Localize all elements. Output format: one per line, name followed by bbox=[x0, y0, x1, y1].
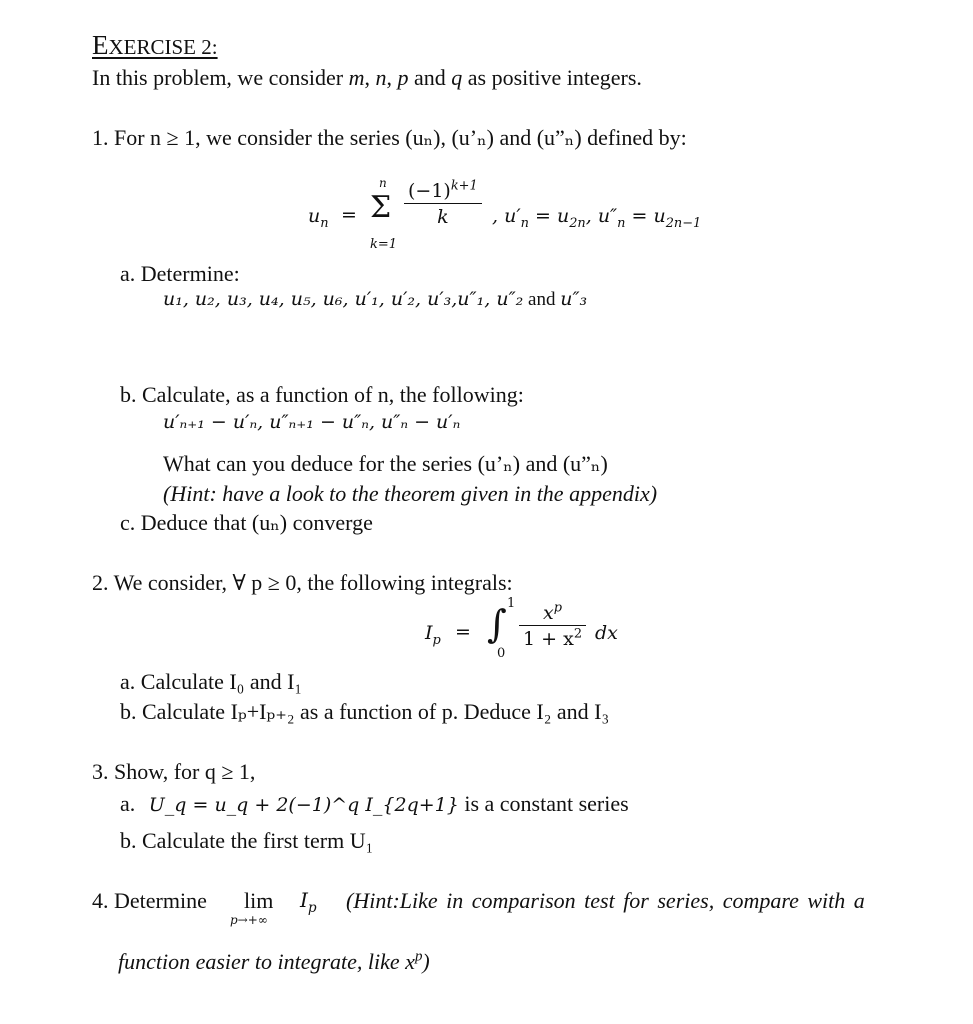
sum-lower-limit: k=1 bbox=[370, 237, 398, 252]
limit-word: lim bbox=[244, 888, 274, 913]
integral-num-exp: p bbox=[553, 600, 562, 616]
constant-series-formula: U_q = u_q + 2(−1)^q I_{2q+1} bbox=[148, 794, 459, 816]
q4-hint2-text: function easier to integrate, like x bbox=[118, 949, 415, 974]
intro-m: m bbox=[348, 65, 365, 90]
intro-p: p bbox=[397, 65, 409, 90]
q1-a-list bbox=[163, 290, 587, 309]
intro-c2: , bbox=[386, 65, 398, 90]
question-3: 3. Show, for q ≥ 1, bbox=[92, 759, 256, 784]
question-2: 2. We consider, ∀ p ≥ 0, the following integrals: bbox=[92, 570, 513, 595]
integral-upper: 1 bbox=[507, 596, 516, 611]
q1-b-hint: (Hint: have a look to the theorem given in the appendix) bbox=[163, 481, 658, 506]
integral-sign: ∫ bbox=[487, 602, 507, 646]
question-1: 1. For n ≥ 1, we consider the series (uₙ), (u’ₙ) and (u”ₙ) defined by: bbox=[92, 125, 687, 150]
q1-b-expression: u′ₙ₊₁ − u′ₙ, u″ₙ₊₁ − u″ₙ, u″ₙ − u′ₙ bbox=[163, 411, 461, 433]
formula-lhs: $u_n$ bbox=[308, 205, 329, 231]
limit-subscript: p→+∞ bbox=[230, 913, 268, 927]
sum-upper-limit: n bbox=[379, 176, 387, 190]
q3-a-suffix: is a constant series bbox=[458, 791, 629, 816]
integral-fraction bbox=[519, 602, 586, 650]
question-4-prefix: 4. Determine bbox=[92, 888, 207, 913]
terms-and: and bbox=[523, 289, 561, 310]
q3-a bbox=[120, 793, 629, 815]
integral-denominator: 1 + x bbox=[523, 628, 574, 650]
intro-c1: , bbox=[364, 65, 376, 90]
q2-b: b. Calculate Iₚ+Iₚ₊₂ as a function of p. Deduce I₂ and I₃ bbox=[120, 699, 610, 724]
title-first-letter: E bbox=[92, 30, 109, 60]
fraction-denominator: k bbox=[437, 206, 449, 228]
fraction-exponent: k+1 bbox=[450, 178, 478, 194]
exercise-title bbox=[92, 32, 218, 59]
q4-hint-continued bbox=[118, 948, 430, 974]
integral-numerator: x bbox=[543, 602, 554, 624]
formula-equals: = bbox=[341, 204, 357, 226]
q1-b-label: b. Calculate, as a function of n, the following: bbox=[120, 382, 524, 407]
limit-expression bbox=[230, 886, 330, 936]
series-definition-formula bbox=[308, 176, 748, 256]
q1-c: c. Deduce that (uₙ) converge bbox=[120, 510, 373, 535]
intro-n: n bbox=[375, 65, 387, 90]
limit-variable: $I_p$ bbox=[300, 888, 317, 916]
q4-hint2-end: ) bbox=[422, 949, 430, 974]
q1-b-deduce: What can you deduce for the series (u’ₙ) and (u”ₙ) bbox=[163, 451, 608, 476]
integral-equals: = bbox=[455, 621, 471, 643]
q4-hint2-exp: p bbox=[414, 948, 423, 965]
intro-post: as positive integers. bbox=[462, 65, 642, 90]
intro-pre: In this problem, we consider bbox=[92, 65, 349, 90]
sum-sigma: Σ bbox=[370, 190, 392, 225]
q3-a-prefix: a. bbox=[120, 791, 136, 816]
q2-a: a. Calculate I₀ and I₁ bbox=[120, 669, 303, 694]
terms-list: u₁, u₂, u₃, u₄, u₅, u₆, u′₁, u′₂, u′₃,u″₁, u″₂ bbox=[163, 288, 524, 310]
integral-dx: dx bbox=[595, 622, 618, 644]
q3-b: b. Calculate the first term U₁ bbox=[120, 828, 374, 853]
fraction-numerator: (−1) bbox=[408, 180, 451, 202]
q1-a-label: a. Determine: bbox=[120, 261, 240, 286]
integral-lhs: $I_p$ bbox=[425, 622, 441, 648]
integral-definition-formula bbox=[425, 596, 645, 666]
title-rest: XERCISE 2: bbox=[108, 35, 218, 59]
integral-den-exp: 2 bbox=[573, 626, 583, 642]
intro-and: and bbox=[408, 65, 452, 90]
integral-lower: 0 bbox=[497, 646, 506, 661]
intro-line bbox=[92, 67, 642, 89]
terms-last: u″₃ bbox=[560, 288, 588, 310]
q4-hint: (Hint:Like in comparison test for series, compare with a bbox=[346, 888, 865, 913]
formula-rest: , $u'_n = u_{2n}$, $u''_n = u_{2n-1}$ bbox=[492, 205, 702, 231]
formula-fraction bbox=[404, 180, 482, 228]
intro-q: q bbox=[451, 65, 463, 90]
